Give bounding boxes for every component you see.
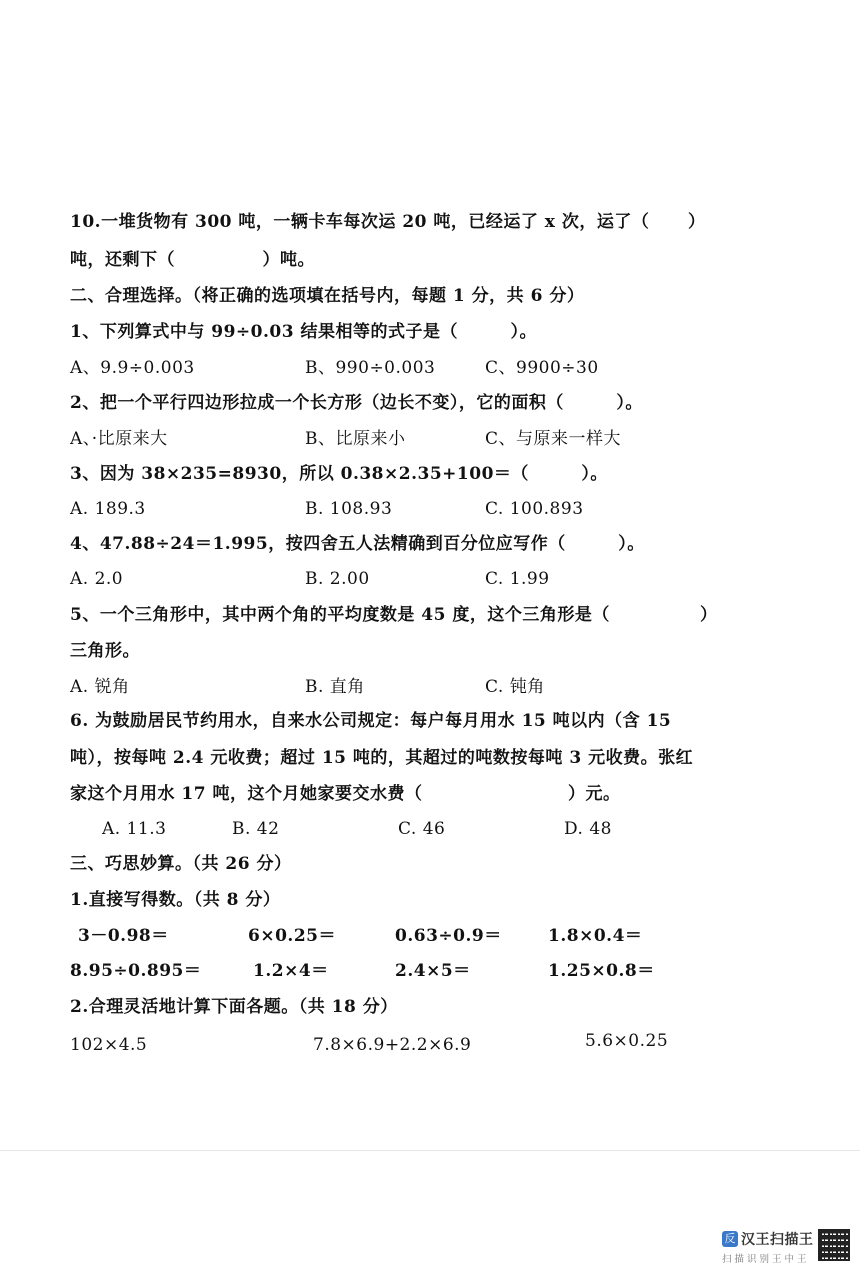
compute-2: 7.8×6.9+2.2×6.9 xyxy=(313,1035,472,1055)
q6-stem-line3: 家这个月用水 17 吨，这个月她家要交水费（ xyxy=(70,784,423,804)
q4-option-b: B. 2.00 xyxy=(305,569,370,589)
q2-stem: 2、把一个平行四边形拉成一个长方形（边长不变），它的面积（ ）。 xyxy=(70,393,643,413)
q4-option-a: A. 2.0 xyxy=(70,569,124,589)
q5-option-a: A. 锐角 xyxy=(70,677,130,697)
q6-option-c: C. 46 xyxy=(398,819,446,839)
q5-option-b: B. 直角 xyxy=(305,677,365,697)
q2-option-a: A、·比原来大 xyxy=(70,429,168,449)
calc-6: 1.2×4＝ xyxy=(253,961,329,981)
q3-option-a: A. 189.3 xyxy=(70,499,146,519)
section2-title: 二、合理选择。（将正确的选项填在括号内，每题 1 分，共 6 分） xyxy=(70,286,585,306)
calc-3: 0.63÷0.9＝ xyxy=(395,926,502,946)
calc-1: 3－0.98＝ xyxy=(78,926,169,946)
q5-option-c: C. 钝角 xyxy=(485,677,545,697)
scanner-watermark xyxy=(722,1228,852,1268)
q5-stem-line2: 三角形。 xyxy=(70,641,140,661)
calc-8: 1.25×0.8＝ xyxy=(548,961,655,981)
page-divider xyxy=(0,1150,860,1151)
q2-option-b: B、比原来小 xyxy=(305,429,406,449)
compute-3: 5.6×0.25 xyxy=(585,1031,669,1051)
q6-option-a: A. 11.3 xyxy=(102,819,167,839)
scanner-slogan: 扫描识别王中王 xyxy=(722,1254,810,1265)
q1-option-a: A、9.9÷0.003 xyxy=(70,358,195,378)
scanner-logo-icon: 反 xyxy=(722,1231,738,1247)
q1-option-c: C、9900÷30 xyxy=(485,358,599,378)
q6-option-b: B. 42 xyxy=(232,819,280,839)
q3-option-b: B. 108.93 xyxy=(305,499,393,519)
section3-title: 三、巧思妙算。（共 26 分） xyxy=(70,854,292,874)
section3-part2-title: 2.合理灵活地计算下面各题。（共 18 分） xyxy=(70,997,398,1017)
calc-4: 1.8×0.4＝ xyxy=(548,926,643,946)
q3-option-c: C. 100.893 xyxy=(485,499,584,519)
scanner-brand-name: 汉王扫描王 xyxy=(741,1232,814,1248)
q6-stem-line2: 吨），按每吨 2.4 元收费；超过 15 吨的，其超过的吨数按每吨 3 元收费。张红 xyxy=(70,748,694,768)
compute-1: 102×4.5 xyxy=(70,1035,148,1055)
q10-line2: 吨，还剩下（ ）吨。 xyxy=(70,250,315,270)
calc-5: 8.95÷0.895＝ xyxy=(70,961,202,981)
qr-code-icon xyxy=(818,1229,850,1261)
q1-option-b: B、990÷0.003 xyxy=(305,358,436,378)
q6-stem-line3-end: ）元。 xyxy=(568,784,621,804)
q10-line1: 10.一堆货物有 300 吨，一辆卡车每次运 20 吨，已经运了 x 次，运了（ xyxy=(70,212,650,232)
q2-option-c: C、与原来一样大 xyxy=(485,429,622,449)
q3-stem: 3、因为 38×235=8930，所以 0.38×2.35+100＝（ ）。 xyxy=(70,464,608,484)
q5-stem-line1: 5、一个三角形中，其中两个角的平均度数是 45 度，这个三角形是（ xyxy=(70,605,610,625)
q4-stem: 4、47.88÷24＝1.995，按四舍五人法精确到百分位应写作（ ）。 xyxy=(70,534,645,554)
calc-7: 2.4×5＝ xyxy=(395,961,471,981)
q6-option-d: D. 48 xyxy=(564,819,612,839)
q10-paren-close: ） xyxy=(688,212,706,232)
calc-2: 6×0.25＝ xyxy=(248,926,336,946)
q5-paren-close: ） xyxy=(700,605,718,625)
q6-stem-line1: 6. 为鼓励居民节约用水，自来水公司规定：每户每月用水 15 吨以内（含 15 xyxy=(70,711,672,731)
q1-stem: 1、下列算式中与 99÷0.03 结果相等的式子是（ ）。 xyxy=(70,322,537,342)
section3-part1-title: 1.直接写得数。（共 8 分） xyxy=(70,890,281,910)
q4-option-c: C. 1.99 xyxy=(485,569,550,589)
